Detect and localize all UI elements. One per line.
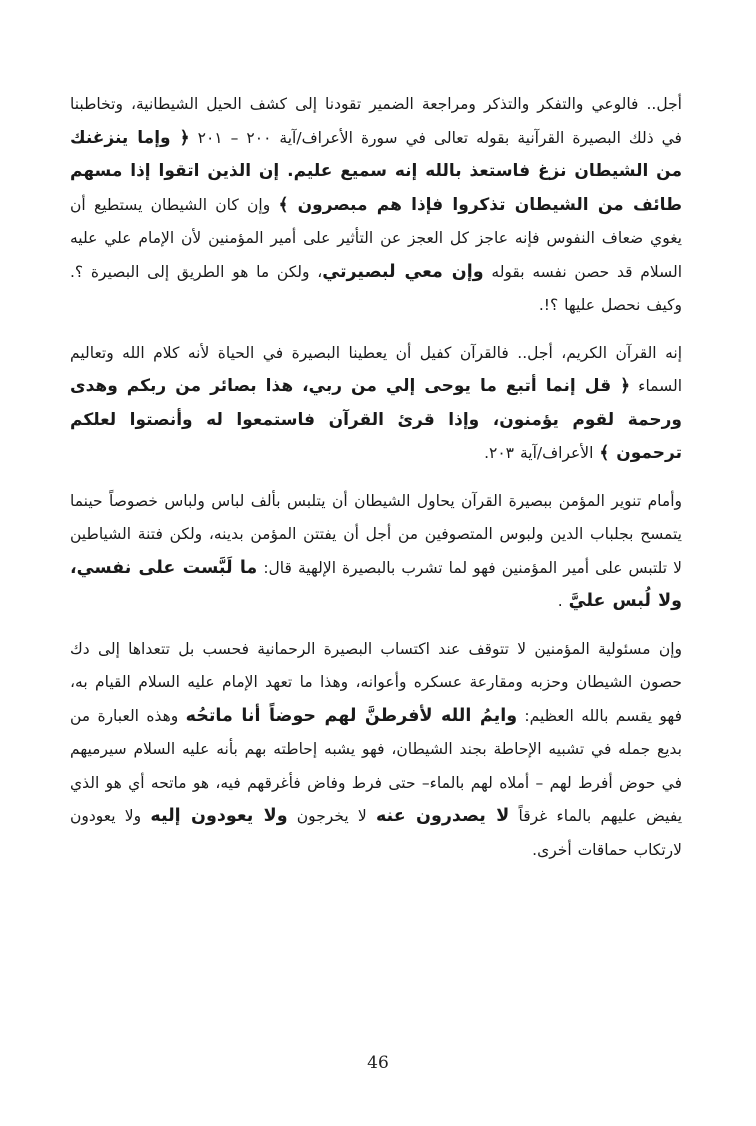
body-text: وإن مسئولية المؤمنين لا تتوقف عند اكتساب البصيرة الرحمانية فحسب بل تتعداها إلى دك حصون الشيطان وحزبه ومقارعة عسكره وأعوانه، وهذا ما تعهد الإمام عليه السلام القيام به، فهو يقسم بالله العظيم: — [70, 639, 682, 725]
hadith-quote: لا يصدرون عنه — [375, 806, 510, 826]
body-text: ولا يعودون لارتكاب حماقات أخرى. — [70, 807, 682, 859]
body-text: وأمام تنوير المؤمن ببصيرة القرآن يحاول الشيطان أن يتلبس بألف لباس ولباس خصوصاً حينما يتمسح بجلباب الدين ولبوس المتصوفين من أجل أن يفتتن المؤمن بدينه، ولكن فتنة الشياطين لا تلتبس على أمير المؤمنين فهو لما تشرب بالبصيرة الإلهية قال: — [70, 491, 682, 577]
paragraph-1 — [70, 88, 682, 323]
hadith-quote: وإن معي لبصيرتي — [322, 261, 484, 282]
page-body — [70, 88, 682, 867]
paragraph-3 — [70, 485, 682, 619]
body-text: وهذه العبارة من بديع جمله في تشبيه الإحاطة بجند الشيطان، فهو يشبه إحاطته بهم بأنه عليه السلام سيرميهم في حوض أفرط لهم – أملاه لهم بالماء– حتى فرط وفاض فأغرقهم فيه، هو ماتحه أي هو الذي يفيض عليهم بالماء غرقاً — [70, 706, 683, 825]
body-text: . — [557, 592, 569, 610]
paragraph-4 — [70, 633, 682, 868]
body-text: إنه القرآن الكريم، أجل.. فالقرآن كفيل أن يعطينا البصيرة في الحياة لأنه كلام الله وتعاليم السماء — [70, 343, 683, 395]
paragraph-2 — [70, 337, 682, 471]
hadith-quote: وايمُ الله لأفرطنَّ لهم حوضاً أنا ماتحُه — [185, 705, 518, 726]
quran-verse: ﴿ قل إنما أتبع ما يوحى إلي من ربي، هذا بصائر من ربكم وهدى ورحمة لقوم يؤمنون، وإذا قرئ القرآن فاستمعوا له وأنصتوا لعلكم ترحمون ﴾ — [70, 376, 682, 463]
hadith-quote: ولا يعودون إليه — [150, 806, 288, 826]
body-text: لا يخرجون — [287, 807, 376, 825]
body-text: أجل.. فالوعي والتفكر والتذكر ومراجعة الضمير تقودنا إلى كشف الحيل الشيطانية، وتخاطبنا في ذلك البصيرة القرآنية بقوله تعالى في سورة الأعراف/آية ٢٠٠ – ٢٠١ — [70, 95, 682, 147]
quran-verse: ﴿ وإما ينزغنك من الشيطان نزغ فاستعذ بالله إنه سميع عليم. إن الذين اتقوا إذا مسهم طائف من الشيطان تذكروا فإذا هم مبصرون ﴾ — [70, 127, 682, 215]
page-number: 46 — [367, 1053, 389, 1073]
hadith-quote: ما لَبَّست على نفسي، ولا لُبس عليَّ — [70, 557, 682, 611]
body-text: الأعراف/آية ٢٠٣. — [484, 444, 600, 462]
body-text: وإن كان الشيطان يستطيع أن يغوي ضعاف النفوس فإنه عاجز كل العجز عن التأثير على أمير المؤمنين لأن الإمام علي عليه السلام قد حصن نفسه بقوله — [70, 195, 682, 281]
body-text: ، ولكن ما هو الطريق إلى البصيرة ؟. وكيف نحصل عليها ؟!. — [70, 262, 682, 314]
